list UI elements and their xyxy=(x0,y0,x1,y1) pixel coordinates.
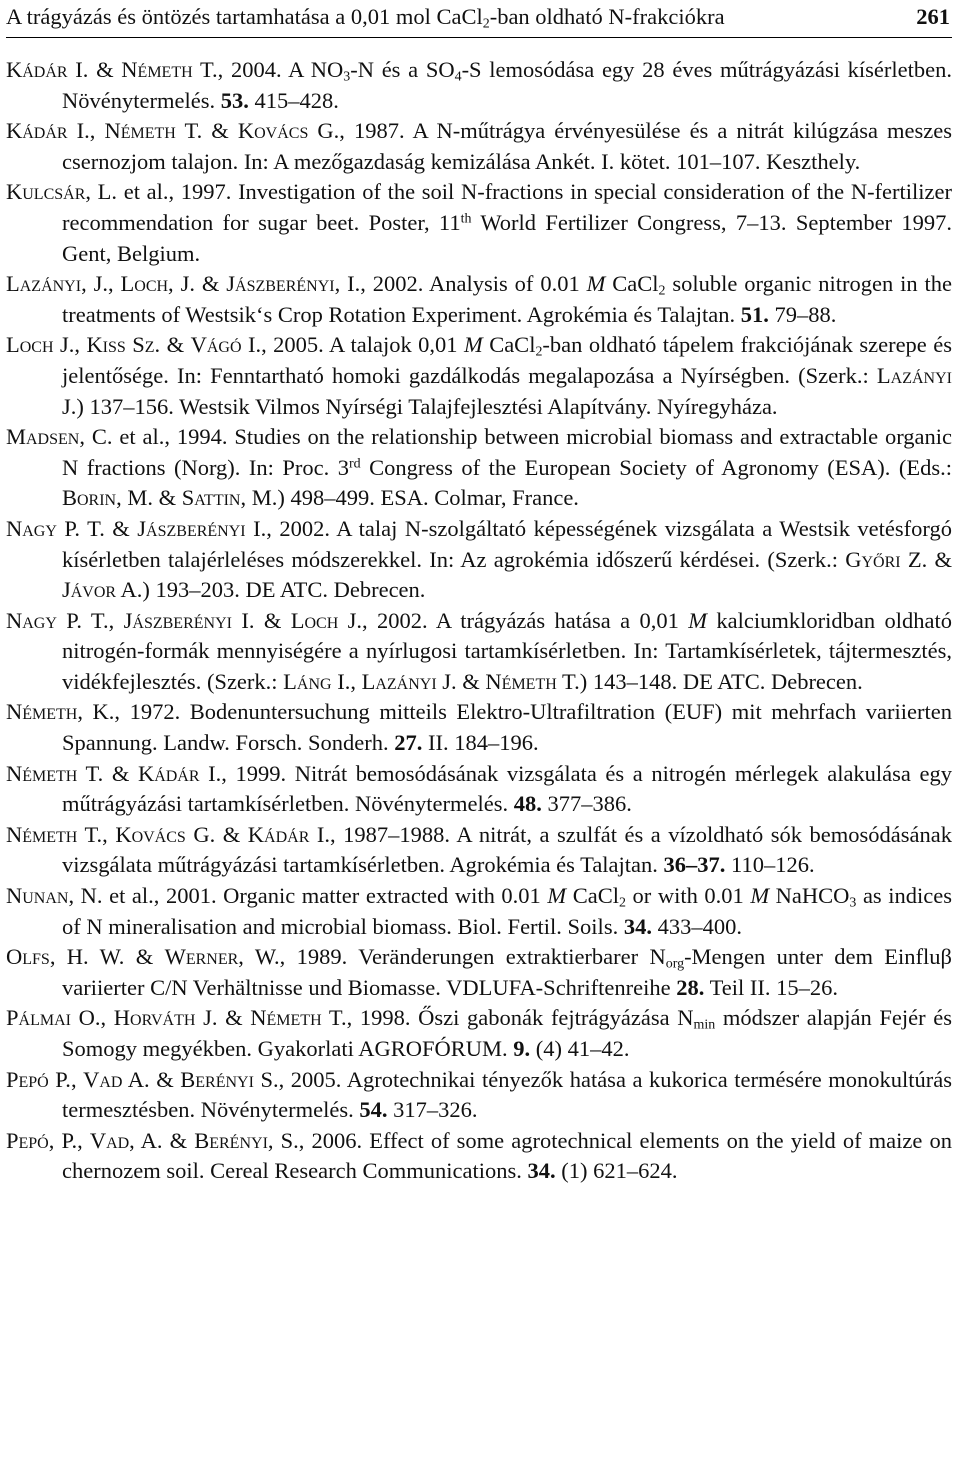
reference-text: Congress of the European Society of Agronomy (ESA). (Eds.: xyxy=(360,454,952,480)
reference-entry xyxy=(6,177,952,269)
reference-text: & xyxy=(103,760,138,786)
reference-entry xyxy=(6,759,952,820)
reference-text: módszer alapján Fejér és Somogy megyékben. Gyakorlati AGROFÓRUM. xyxy=(62,1005,952,1061)
reference-text: , 2002. Analysis of 0.01 xyxy=(360,271,587,297)
reference-list xyxy=(6,55,952,1187)
reference-text: 2 xyxy=(535,344,543,360)
author-name: Kádár I. xyxy=(137,760,222,786)
reference-text: M xyxy=(750,883,770,909)
reference-text: 2 xyxy=(618,895,626,911)
author-name: Vad, A. xyxy=(89,1127,163,1153)
reference-text: , 1987. A N-műtrágya érvényesülése és a nitrát kilúgzása meszes csernozjom talajon. In: A mezőgazdaság kemizálása Ankét. I. kötet. 101–107. Keszthely. xyxy=(62,118,953,174)
author-name: Lazányi, J. xyxy=(6,271,108,297)
reference-entry xyxy=(6,1126,952,1187)
author-name: Loch J. xyxy=(290,607,363,633)
reference-text: 28. xyxy=(676,974,705,1000)
reference-text: , 1999. Nitrát bemosódásának vizsgálata és a nitrogén mérlegek alakulása egy műtrágyázási tartamkísérletben. Növénytermelés. xyxy=(62,760,952,817)
author-name: Kádár I. xyxy=(6,118,90,144)
reference-text: M xyxy=(586,271,606,297)
author-name: Borin, M. xyxy=(62,485,153,511)
reference-entry xyxy=(6,55,952,116)
reference-text: & xyxy=(160,332,191,358)
reference-text: ) 143–148. DE ATC. Debrecen. xyxy=(579,668,863,694)
reference-text: et al., 2001. Organic matter extracted with 0.01 xyxy=(102,883,548,909)
reference-text: , xyxy=(70,1066,84,1092)
reference-text: (4) 41–42. xyxy=(530,1036,630,1061)
reference-entry xyxy=(6,116,952,177)
reference-text: , xyxy=(100,1005,114,1031)
reference-text: , 1972. Bodenuntersuchung mitteils Elektro-Ultrafiltration (EUF) mit mehrfach variierten Spannung. Landw. Forsch. Sonderh. xyxy=(62,699,952,756)
reference-text: & xyxy=(194,271,227,297)
reference-text: , xyxy=(350,668,362,694)
reference-text: , xyxy=(77,1127,90,1153)
author-name: Sattin, M. xyxy=(181,485,278,511)
reference-text: kalciumkloridban oldható nitrogén-formák mennyiségére a nyírlugosi tartamkísérletben. In: Tartamkísérletek, tájtermesztés, vidékfejlesztés. (Szerk.: xyxy=(62,607,952,694)
reference-text: 9. xyxy=(513,1036,531,1061)
reference-text: -N és a SO xyxy=(350,57,455,82)
author-name: Pepó, P. xyxy=(6,1127,78,1153)
author-name: Loch J. xyxy=(6,332,75,358)
author-name: Németh T. xyxy=(104,118,203,144)
reference-text: M xyxy=(547,883,567,909)
reference-entry xyxy=(6,942,952,1003)
reference-text: , 1987–1988. A nitrát, a szulfát és a vízoldható sók bemosódásának vizsgálata műtrágyázási tartamkísérletben. Agrokémia és Talajtan. xyxy=(62,821,953,878)
reference-text: 36–37. xyxy=(663,852,726,878)
reference-text: & xyxy=(162,1127,195,1153)
reference-entry xyxy=(6,606,952,698)
reference-text: min xyxy=(693,1017,716,1033)
reference-text: -S lemosódása egy 28 éves műtrágyázási kísérletben. Növénytermelés. xyxy=(62,57,953,113)
reference-text: ) 193–203. DE ATC. Debrecen. xyxy=(142,577,426,603)
reference-entry xyxy=(6,422,952,514)
reference-text: 433–400. xyxy=(651,913,742,939)
author-name: Berényi S. xyxy=(180,1066,279,1092)
reference-text: 415–428. xyxy=(248,87,339,113)
reference-text: et al., 1994. Studies on the relationship between microbial biomass and extractable organic N fractions (Norg). In: Proc. 3 xyxy=(62,424,953,480)
reference-text: 34. xyxy=(527,1158,556,1184)
author-name: Németh T. xyxy=(6,821,103,847)
reference-text: NaHCO xyxy=(769,883,850,909)
reference-text: , xyxy=(89,118,105,144)
reference-text: CaCl xyxy=(566,883,619,909)
author-name: Németh T. xyxy=(485,668,580,694)
author-name: Kovács G. xyxy=(237,118,340,144)
reference-text: -ban oldható tápelem frakciójának szerepe és jelentősége. In: Fenntartható homoki gazdálkodás megalapozása a Nyírségben. (Szerk.: xyxy=(62,332,952,388)
author-name: Pálmai O. xyxy=(6,1005,101,1031)
reference-entry xyxy=(6,514,952,606)
reference-text: rd xyxy=(349,456,361,472)
reference-text: , 1989. Veränderungen extraktierbarer N xyxy=(279,944,666,970)
reference-text: 377–386. xyxy=(541,791,632,817)
author-name: Németh T. xyxy=(250,1005,347,1031)
reference-text: & xyxy=(149,1066,181,1092)
author-name: Lazányi J. xyxy=(62,362,952,419)
running-header xyxy=(6,0,952,38)
author-name: Vad A. xyxy=(83,1066,150,1092)
reference-text: & xyxy=(124,944,165,970)
reference-text: & xyxy=(215,821,248,847)
author-name: Vágó I. xyxy=(190,332,262,358)
author-name: Jávor A. xyxy=(62,577,143,603)
reference-entry xyxy=(6,1003,952,1064)
reference-text: & xyxy=(217,1005,251,1031)
reference-text: & xyxy=(104,515,138,541)
reference-text: , xyxy=(102,821,116,847)
author-name: Olfs, H. W. xyxy=(6,944,125,970)
reference-entry xyxy=(6,697,952,758)
reference-text: 4 xyxy=(454,69,462,85)
reference-text: et al., 1997. Investigation of the soil N-fractions in special consideration of the N-fertilizer recommendation for sugar beet. Poster, 11 xyxy=(62,179,953,235)
reference-text: World Fertilizer Congress, 7–13. September 1997. Gent, Belgium. xyxy=(62,209,953,266)
reference-text: M xyxy=(688,607,708,633)
author-name: Kádár I. & Németh T. xyxy=(6,57,218,82)
reference-text: 317–326. xyxy=(387,1097,478,1123)
author-name: Lazányi J. xyxy=(361,668,457,694)
author-name: Kiss Sz. xyxy=(86,332,161,358)
page-number: 261 xyxy=(916,4,950,29)
reference-entry xyxy=(6,820,952,881)
author-name: Jászberényi I. xyxy=(123,607,255,633)
reference-text: , 2004. A NO xyxy=(217,57,344,82)
reference-text: , 2002. A talaj N-szolgáltató képességének vizsgálata a Westsik vetésforgó kísérletben talajérleléses módszerekkel. In: Az agrokémia időszerű kérdései. (Szerk.: xyxy=(62,515,952,572)
author-name: Nagy P. T. xyxy=(6,515,105,541)
author-name: Láng I. xyxy=(283,668,351,694)
author-name: Kádár I. xyxy=(247,821,331,847)
reference-text: II. 184–196. xyxy=(422,730,539,756)
reference-entry xyxy=(6,881,952,942)
author-name: Németh, K. xyxy=(6,699,115,725)
running-title: A trágyázás és öntözés tartamhatása a 0,01 mol CaCl$_2$-ban oldható N-frakciókra xyxy=(6,4,725,32)
reference-entry xyxy=(6,1065,952,1126)
author-name: Berényi, S. xyxy=(194,1127,299,1153)
author-name: Kovács G. xyxy=(115,821,216,847)
author-name: Nagy P. T. xyxy=(6,607,109,633)
author-name: Németh T. xyxy=(6,760,104,786)
reference-text: & xyxy=(202,118,238,144)
reference-entry xyxy=(6,330,952,422)
author-name: Kulcsár, L. xyxy=(6,179,118,205)
reference-text: (1) 621–624. xyxy=(555,1158,678,1184)
reference-text: & xyxy=(456,668,486,694)
reference-text: 3 xyxy=(343,69,351,85)
reference-text: 54. xyxy=(359,1097,388,1123)
reference-text: & xyxy=(153,485,182,511)
reference-text: 48. xyxy=(513,791,542,817)
reference-text: 34. xyxy=(623,913,652,939)
author-name: Loch, J. xyxy=(120,271,195,297)
author-name: Pepó P. xyxy=(6,1066,71,1092)
reference-text: as indices of N mineralisation and microbial biomass. Biol. Fertil. Soils. xyxy=(62,883,952,939)
reference-text: 53. xyxy=(220,87,249,113)
author-name: Horváth J. xyxy=(113,1005,218,1031)
reference-text: M xyxy=(463,332,483,358)
reference-text: CaCl xyxy=(605,271,659,297)
reference-text: & xyxy=(254,607,291,633)
reference-text: 110–126. xyxy=(725,852,815,878)
reference-text: 3 xyxy=(849,895,857,911)
reference-text: , xyxy=(107,271,121,297)
reference-text: , 2002. A trágyázás hatása a 0,01 xyxy=(362,607,689,633)
reference-entry xyxy=(6,269,952,330)
reference-text: 51. xyxy=(740,301,769,327)
author-name: Jászberényi, I. xyxy=(226,271,361,297)
reference-text: -Mengen unter dem Einfluβ variierter C/N Verhältnisse und Biomasse. VDLUFA-Schriftenreihe xyxy=(62,944,952,1000)
reference-text: , 2006. Effect of some agrotechnical elements on the yield of maize on chernozem soil. Cereal Research Communications. xyxy=(62,1127,952,1184)
reference-text: , 2005. Agrotechnikai tényezők hatása a kukorica termésére monokultúrás termesztésben. Növénytermelés. xyxy=(62,1066,952,1123)
reference-text: soluble organic nitrogen in the treatments of Westsik‘s Crop Rotation Experiment. Agrokémia és Talajtan. xyxy=(62,271,952,327)
reference-text: , 1998. Őszi gabonák fejtrágyázása N xyxy=(346,1005,694,1031)
reference-text: 79–88. xyxy=(768,301,837,327)
reference-text: & xyxy=(927,546,952,572)
reference-text: or with 0.01 xyxy=(625,883,751,909)
author-name: Werner, W. xyxy=(164,944,280,970)
reference-text: ) 498–499. ESA. Colmar, France. xyxy=(277,485,579,511)
reference-text: Teil II. 15–26. xyxy=(704,974,838,1000)
reference-text: org xyxy=(665,956,685,972)
author-name: Nunan, N. xyxy=(6,883,103,909)
reference-text: 2 xyxy=(658,283,666,299)
author-name: Győri Z. xyxy=(845,546,928,572)
author-name: Madsen, C. xyxy=(6,424,113,450)
reference-text: ) 137–156. Westsik Vilmos Nyírségi Talajfejlesztési Alapítvány. Nyíregyháza. xyxy=(76,393,778,419)
reference-text: , xyxy=(74,332,87,358)
reference-text: , 2005. A talajok 0,01 xyxy=(261,332,464,358)
reference-text: 27. xyxy=(394,730,423,756)
author-name: Jászberényi I. xyxy=(137,515,267,541)
reference-text: CaCl xyxy=(482,332,536,358)
reference-text: th xyxy=(460,211,472,227)
reference-text: , xyxy=(108,607,124,633)
